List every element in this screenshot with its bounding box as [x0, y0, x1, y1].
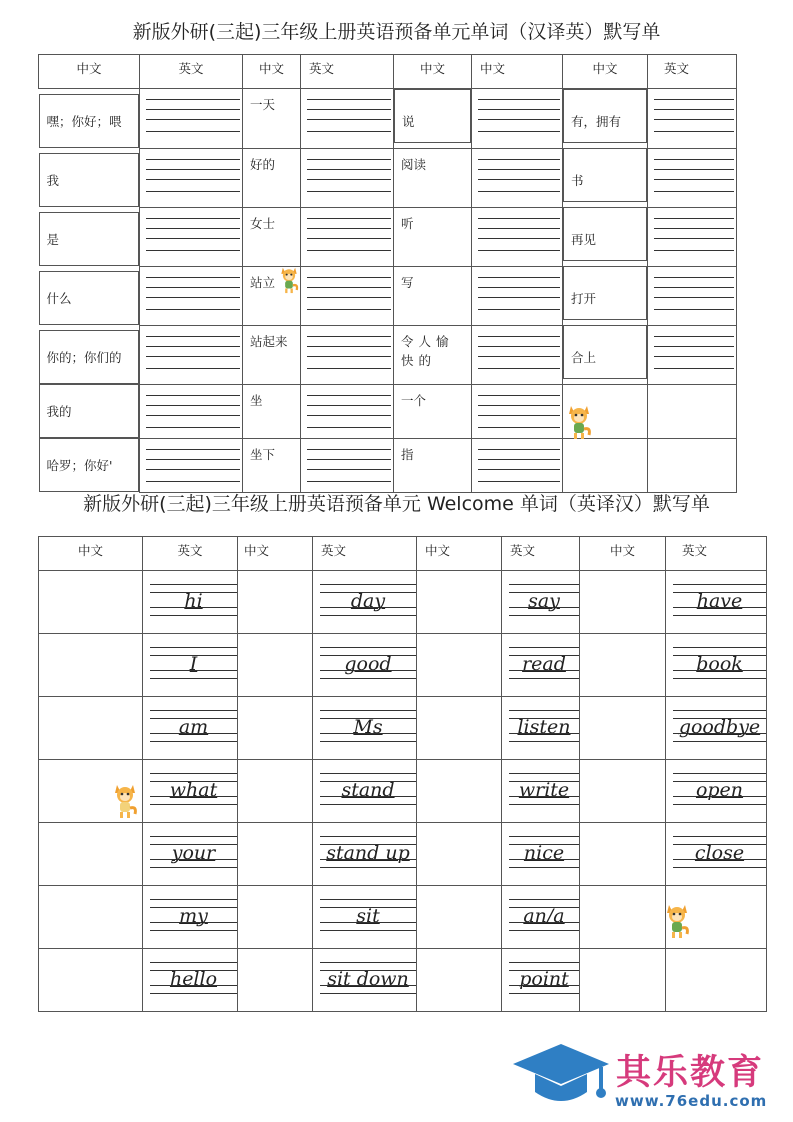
chinese-word-cell: 站起来 — [243, 325, 301, 384]
chinese-word-cell: 令人愉快的 — [394, 325, 472, 384]
answer-lines-cell[interactable] — [472, 325, 563, 384]
logo-url[interactable]: www.76edu.com — [615, 1092, 768, 1110]
chinese-word-cell: 书 — [563, 148, 647, 202]
sheet1-table — [38, 54, 737, 493]
empty-cell — [648, 438, 737, 492]
answer-cell[interactable] — [238, 634, 313, 697]
cartoon-fox-mascot-icon — [279, 265, 299, 295]
table-header-cell: 英文 — [666, 537, 767, 571]
cartoon-fox-mascot-icon — [566, 403, 592, 441]
answer-lines-cell[interactable] — [472, 89, 563, 149]
table-header-cell: 中文 — [417, 537, 502, 571]
sheet2-title: 新版外研(三起)三年级上册英语预备单元 Welcome 单词（英译汉）默写单 — [83, 493, 710, 515]
answer-lines-cell[interactable] — [472, 384, 563, 438]
table-header-cell: 中文 — [39, 55, 140, 89]
table-header-cell: 中文 — [243, 55, 301, 89]
logo-name: 其乐教育 — [616, 1053, 765, 1093]
chinese-word-cell: 有，拥有 — [563, 89, 647, 143]
chinese-word-cell: 你的；你们的 — [39, 330, 140, 384]
answer-cell[interactable] — [580, 760, 666, 823]
answer-cell[interactable] — [580, 634, 666, 697]
answer-lines-cell[interactable] — [472, 266, 563, 325]
chinese-word-cell: 阅读 — [394, 148, 472, 207]
english-word-cell: sit down — [313, 949, 417, 1012]
cartoon-fox-mascot-icon — [664, 902, 690, 940]
chinese-word-cell: 女士 — [243, 207, 301, 266]
answer-lines-cell[interactable] — [648, 266, 737, 325]
english-word-cell: listen — [502, 697, 580, 760]
answer-cell[interactable] — [238, 697, 313, 760]
chinese-word-cell: 站立 — [243, 266, 301, 325]
english-word-cell: open — [666, 760, 767, 823]
english-word-cell: have — [666, 571, 767, 634]
english-word-cell: am — [143, 697, 238, 760]
chinese-word-cell: 打开 — [563, 266, 647, 320]
answer-cell[interactable] — [39, 697, 143, 760]
answer-cell[interactable] — [417, 823, 502, 886]
cartoon-fox-mascot-icon — [112, 782, 138, 820]
answer-cell[interactable] — [580, 823, 666, 886]
answer-lines-cell[interactable] — [472, 438, 563, 492]
chinese-word-cell: 听 — [394, 207, 472, 266]
answer-lines-cell[interactable] — [301, 89, 394, 149]
chinese-word-cell: 我 — [39, 153, 140, 207]
answer-cell[interactable] — [580, 697, 666, 760]
table-header-cell: 中文 — [39, 537, 143, 571]
chinese-word-cell: 说 — [394, 89, 471, 143]
table-row — [39, 148, 737, 207]
english-word-cell: your — [143, 823, 238, 886]
table-header-cell: 中文 — [472, 55, 563, 89]
chinese-word-cell: 再见 — [563, 207, 647, 261]
table-row — [39, 949, 767, 1012]
chinese-word-cell: 好的 — [243, 148, 301, 207]
answer-cell[interactable] — [417, 697, 502, 760]
english-word-cell: point — [502, 949, 580, 1012]
answer-cell[interactable] — [417, 571, 502, 634]
empty-cell — [580, 949, 666, 1012]
chinese-word-cell: 坐下 — [243, 438, 301, 492]
qile-education-logo — [511, 1040, 786, 1115]
table-header-cell: 英文 — [502, 537, 580, 571]
english-word-cell: hi — [143, 571, 238, 634]
answer-cell[interactable] — [238, 886, 313, 949]
answer-lines-cell[interactable] — [140, 438, 243, 492]
table-row — [39, 89, 737, 149]
table-header-cell: 中文 — [580, 537, 666, 571]
answer-cell[interactable] — [238, 571, 313, 634]
table-row — [39, 438, 737, 492]
answer-lines-cell[interactable] — [140, 325, 243, 384]
answer-lines-cell[interactable] — [140, 207, 243, 266]
english-word-cell: stand — [313, 760, 417, 823]
answer-cell[interactable] — [417, 886, 502, 949]
english-word-cell: good — [313, 634, 417, 697]
answer-lines-cell[interactable] — [648, 325, 737, 384]
answer-cell[interactable] — [39, 634, 143, 697]
english-word-cell: sit — [313, 886, 417, 949]
answer-cell[interactable] — [238, 949, 313, 1012]
empty-cell — [580, 886, 666, 949]
answer-lines-cell[interactable] — [472, 148, 563, 207]
answer-cell[interactable] — [417, 634, 502, 697]
table-header-cell: 中文 — [394, 55, 472, 89]
table-header-cell: 中文 — [238, 537, 313, 571]
chinese-word-cell: 一个 — [394, 384, 472, 438]
answer-lines-cell[interactable] — [140, 89, 243, 149]
empty-cell — [563, 438, 648, 492]
answer-lines-cell[interactable] — [301, 207, 394, 266]
chinese-word-cell: 嘿；你好；喂 — [39, 94, 140, 148]
chinese-word-cell: 写 — [394, 266, 472, 325]
table-header-cell: 英文 — [301, 55, 394, 89]
answer-cell[interactable] — [417, 949, 502, 1012]
answer-lines-cell[interactable] — [472, 207, 563, 266]
table-header-cell: 英文 — [140, 55, 243, 89]
table-row — [39, 325, 737, 384]
chinese-word-cell: 什么 — [39, 271, 140, 325]
chinese-word-cell: 坐 — [243, 384, 301, 438]
english-word-cell: stand up — [313, 823, 417, 886]
table-header-cell: 英文 — [648, 55, 737, 89]
english-word-cell: I — [143, 634, 238, 697]
answer-lines-cell[interactable] — [301, 438, 394, 492]
english-word-cell: hello — [143, 949, 238, 1012]
answer-lines-cell[interactable] — [648, 89, 737, 149]
sheet1-title: 新版外研(三起)三年级上册英语预备单元单词（汉译英）默写单 — [132, 21, 661, 43]
english-word-cell: read — [502, 634, 580, 697]
chinese-word-cell: 哈罗；你好' — [39, 438, 140, 492]
table-row — [39, 571, 767, 634]
answer-lines-cell[interactable] — [140, 266, 243, 325]
english-word-cell: close — [666, 823, 767, 886]
chinese-word-cell: 指 — [394, 438, 472, 492]
table-row — [39, 266, 737, 325]
table-header-cell: 中文 — [563, 55, 648, 89]
answer-lines-cell[interactable] — [301, 148, 394, 207]
answer-lines-cell[interactable] — [648, 148, 737, 207]
table-row — [39, 207, 737, 266]
answer-lines-cell[interactable] — [140, 384, 243, 438]
graduation-cap-icon — [511, 1040, 611, 1115]
answer-lines-cell[interactable] — [648, 207, 737, 266]
english-word-cell: what — [143, 760, 238, 823]
english-word-cell: say — [502, 571, 580, 634]
answer-cell[interactable] — [417, 760, 502, 823]
table-header-cell: 英文 — [313, 537, 417, 571]
english-word-cell: an/a — [502, 886, 580, 949]
chinese-word-cell: 是 — [39, 212, 140, 266]
sheet2-table — [38, 536, 767, 1012]
english-word-cell: goodbye — [666, 697, 767, 760]
chinese-word-cell: 一天 — [243, 89, 301, 149]
empty-cell — [666, 949, 767, 1012]
answer-cell[interactable] — [39, 949, 143, 1012]
answer-cell[interactable] — [39, 823, 143, 886]
empty-cell — [648, 384, 737, 438]
answer-cell[interactable] — [238, 823, 313, 886]
table-row — [39, 823, 767, 886]
english-word-cell: Ms — [313, 697, 417, 760]
chinese-word-cell: 合上 — [563, 325, 647, 379]
answer-lines-cell[interactable] — [140, 148, 243, 207]
english-word-cell: my — [143, 886, 238, 949]
table-row — [39, 760, 767, 823]
english-word-cell: book — [666, 634, 767, 697]
answer-lines-cell[interactable] — [301, 325, 394, 384]
english-word-cell: day — [313, 571, 417, 634]
english-word-cell: write — [502, 760, 580, 823]
english-word-cell: nice — [502, 823, 580, 886]
table-header-cell: 英文 — [143, 537, 238, 571]
answer-cell[interactable] — [580, 571, 666, 634]
table-row — [39, 634, 767, 697]
table-row — [39, 886, 767, 949]
chinese-word-cell: 我的 — [39, 384, 140, 438]
answer-cell[interactable] — [238, 760, 313, 823]
table-row — [39, 697, 767, 760]
answer-lines-cell[interactable] — [301, 266, 394, 325]
answer-cell[interactable] — [39, 571, 143, 634]
table-row — [39, 384, 737, 438]
answer-lines-cell[interactable] — [301, 384, 394, 438]
answer-cell[interactable] — [39, 886, 143, 949]
